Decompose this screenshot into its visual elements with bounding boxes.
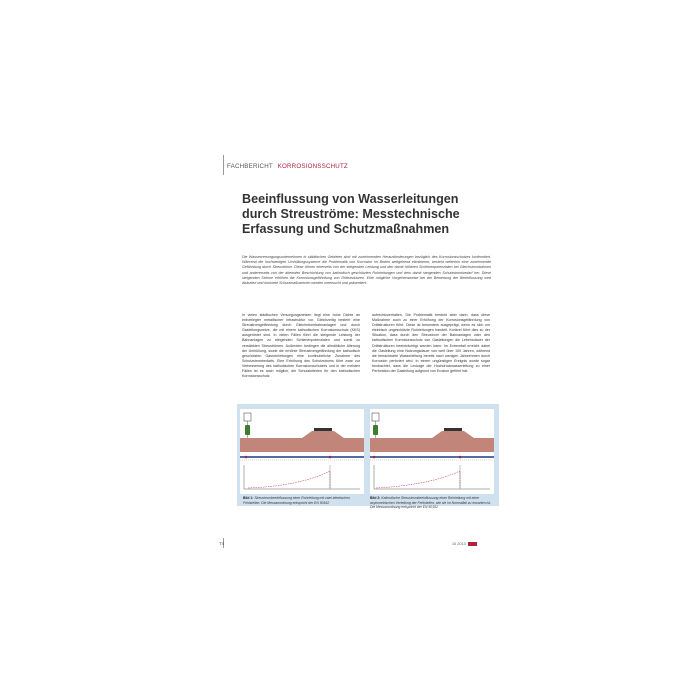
rail-track-icon (444, 428, 462, 431)
title-line-1: Beeinflussung von Wasserleitungen (242, 192, 459, 206)
figure-1 (240, 409, 364, 494)
header-rule (223, 155, 224, 175)
figure-2-diagram (370, 409, 494, 494)
figure-2-caption-text: Kathodische Streustrombeeinflussung einer Rohrleitung mit einer asymmetrischen Verteilung der Fehlstellen, wie sie im Normalfall zu erwarten ist. Die Messanordnung entspricht der EN 50162 (370, 496, 491, 510)
header-section: FACHBERICHT (227, 163, 273, 170)
running-header (227, 163, 348, 170)
title-line-2: durch Streuströme: Messtechnische (242, 207, 460, 222)
title-line-3: Erfassung und Schutzmaßnahmen (242, 222, 450, 237)
rail-embankment (432, 431, 474, 438)
body-column-right: aufrechtzuerhalten. Die Problematik besteht aber darin, dass diese Maßnahme auch zu einer Erhöhung der Korrosionsgefährdung von Drittstrukturen führt. Diese ist besonders ausgeprägt, wenn es sich um elektrisch ungeschützte Rohrleitungen handelt. Konkret führt dies zu der Situation, dass durch den Streustrom der Bahnanlagen oder den kathodischen Korrosionsschutz von Gasleitungen die Lebensdauer der Drittstrukturen beeinträchtigt werden kann. Im Extremfall erreicht dabei die Gasleitung eine Nutzungsdauer von weit über 100 Jahren, während die benachbarte Wasserleitung bereits nach wenigen Jahrzehnten durch Korrosion perforiert wird. In einem ungünstigen Ereignis wurde sogar beobachtet, dass die Leckage der Hochdruckwasserleitung zu einer Perforation der Gasleitung aufgrund von Erosion geführt hat. (372, 313, 490, 374)
voltmeter-icon (244, 413, 251, 421)
potential-curve (376, 471, 460, 488)
header-topic: KORROSIONSSCHUTZ (277, 163, 348, 170)
soil-layer (370, 438, 494, 452)
figure-1-caption-text: Streustrombeeinflussung einer Rohrleitung mit zwei identischen Fehlstellen. Die Messanordnung entspricht der EN 50162 (243, 496, 350, 505)
reference-electrode-icon (373, 425, 378, 435)
voltmeter-icon (372, 413, 379, 421)
figure-2-caption (370, 496, 494, 510)
soil-layer (240, 438, 364, 452)
figure-2 (370, 409, 494, 494)
figure-1-diagram (240, 409, 364, 494)
figure-1-label: Bild 1: (243, 496, 254, 500)
footer-issue: 10 2013 (452, 542, 466, 546)
figure-1-caption (243, 496, 367, 505)
body-column-left: In vielen städtischen Versorgungsnetzen liegt eine hohe Dichte an erdverlegter metallischer Infrastruktur vor. Gleichzeitig besteht eine Streustromgefährdung durch Gleichstrombahnanlagen und durch Gasleitungsnetze, die mit einem kathodischen Korrosionsschutz (KKS) ausgerüstet sind. In vielen Fällen führt die steigende Leistung der Bahnanlagen zu steigenden Schienenpotenzialen und somit zu verstärkten Streuströmen. Außerdem bedingen die allmähliche Alterung der Umhüllung, sowie die erhöhte Streustromgefährdung der kathodisch geschützten Gasrohrleitungen eine kontinuierliche Zunahme des Schutzstrombedarfs. Eine Erhöhung des Schutzstroms führt zwar zur Verbesserung des kathodischen Korrosionsschutzes und in der meisten Fällen ist es auch möglich, die Schutzkriterien für den kathodischen Korrosionsschutz (242, 313, 360, 379)
rail-track-icon (314, 428, 332, 431)
article-title (242, 192, 492, 238)
figure-2-label: Bild 2: (370, 496, 381, 500)
publisher-logo (468, 542, 477, 546)
defect-marker (373, 456, 376, 459)
abstract: Die Wasserversorgungsunternehmen in städtischen Gebieten sind mit zunehmenden Herausforderungen bezüglich des Korrosionsschutzes konfrontiert. Während die hochwertigen Umhüllungssysteme die Problematik von Korrosion im Boden weitgehend eliminieren, besteht weiterhin eine zunehmende Gefährdung durch Streuströme. Diese rühren einerseits von der steigenden Leistung und den damit höheren Schienenpotenzialen bei Gleichstrombahnen und andererseits von der alternden Beschichtung von kathodisch geschützten Rohrleitungen und dem damit steigenden Schutzstrombedarf her. Diese steigenden Ströme erhöhen die Korrosionsgefährdung von Drittstrukturen. Eine mögliche Vorgehensweise bei der Bewertung der Beeinflussung wird diskutiert und konkrete Schutzmaßnahmen werden untersucht und präsentiert. (242, 255, 491, 286)
reference-electrode-icon (245, 425, 250, 435)
footer (452, 542, 477, 546)
potential-curve (248, 471, 330, 488)
rail-embankment (302, 431, 344, 438)
defect-marker (329, 456, 332, 459)
page-number: 74 (219, 542, 225, 547)
defect-marker (245, 456, 248, 459)
defect-marker (459, 456, 462, 459)
